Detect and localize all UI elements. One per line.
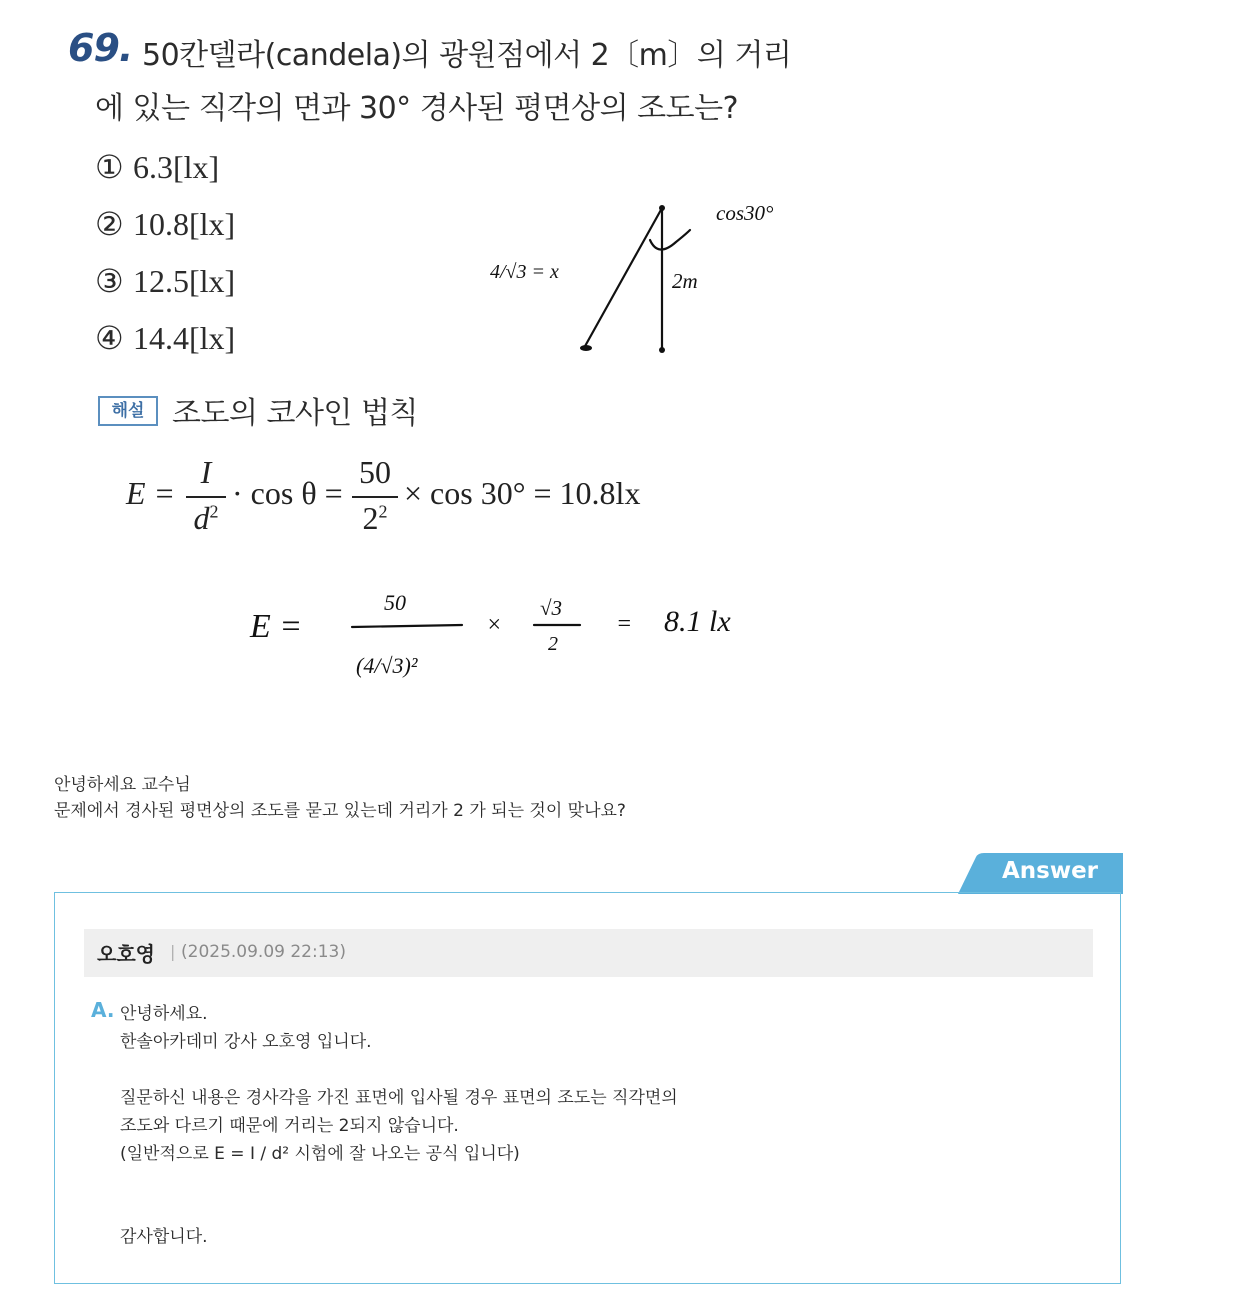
hw-eq-den: (4/√3)²	[356, 653, 418, 678]
option-4-mark: ④	[95, 320, 124, 356]
answer-line-5: (일반적으로 E = I / d² 시험에 잘 나오는 공식 입니다)	[120, 1144, 520, 1164]
question-line-2: 에 있는 직각의 면과 30° 경사된 평면상의 조도는?	[95, 91, 738, 126]
answer-marker: A.	[91, 998, 115, 1022]
option-1-mark: ①	[95, 149, 124, 185]
option-4	[95, 319, 235, 357]
diagram-slant-line	[584, 208, 662, 348]
question-line-1: 50칸델라(candela)의 광원점에서 2〔m〕의 거리	[142, 38, 792, 73]
option-2-text: 10.8[lx]	[133, 206, 236, 242]
handwritten-diagram	[480, 190, 840, 365]
answer-line-4: 조도와 다르기 때문에 거리는 2되지 않습니다.	[120, 1116, 459, 1136]
note-2m: 2m	[672, 269, 698, 293]
answer-meta-separator: |	[170, 942, 176, 961]
eq-den-1: $d^2$	[193, 500, 219, 536]
answer-line-6: 감사합니다.	[120, 1227, 208, 1247]
option-2	[95, 205, 235, 243]
eq-bar-1	[186, 496, 226, 498]
option-3-text: 12.5[lx]	[133, 263, 236, 299]
diagram-dot-left	[580, 345, 592, 351]
student-question-line-1: 안녕하세요 교수님	[54, 775, 191, 795]
solution-title: 조도의 코사인 법칙	[172, 396, 418, 431]
diagram-angle-arc	[650, 230, 690, 250]
hw-eq-equals: =	[616, 611, 633, 637]
solution-tag: 해설	[98, 396, 158, 426]
eq-bar-2	[352, 496, 398, 498]
option-1-text: 6.3[lx]	[133, 149, 220, 185]
eq-num-2: 50	[359, 454, 391, 490]
answer-line-3: 질문하신 내용은 경사각을 가진 표면에 입사될 경우 표면의 조도는 직각면의	[120, 1088, 678, 1108]
hw-eq-times: ×	[486, 612, 503, 638]
answer-author: 오호영	[97, 942, 155, 966]
eq-rhs: × cos 30° = 10.8lx	[404, 475, 641, 511]
hw-eq-frac-num: √3	[540, 596, 563, 620]
answer-date: (2025.09.09 22:13)	[181, 942, 346, 962]
option-1	[95, 148, 219, 186]
handwritten-equation	[240, 585, 800, 690]
option-3	[95, 262, 235, 300]
note-cos: cos30°	[716, 201, 774, 225]
diagram-dot-bottom	[659, 347, 665, 353]
hw-eq-result: 8.1 lx	[664, 605, 731, 638]
hw-eq-left: E =	[250, 608, 303, 645]
answer-tab-label: Answer	[1001, 858, 1099, 884]
eq-mid: · cos θ =	[232, 475, 343, 511]
eq-lhs: E =	[126, 475, 176, 511]
option-3-mark: ③	[95, 263, 124, 299]
hw-eq-num: 50	[384, 590, 406, 615]
answer-line-1: 안녕하세요.	[120, 1004, 208, 1024]
option-4-text: 14.4[lx]	[133, 320, 236, 356]
question-number: 69.	[68, 26, 133, 70]
diagram-dot-top	[659, 205, 665, 211]
note-frac: 4/√3 = x	[490, 261, 559, 283]
option-2-mark: ②	[95, 206, 124, 242]
hw-eq-frac-den: 2	[548, 633, 558, 655]
student-question-line-2: 문제에서 경사된 평면상의 조도를 묻고 있는데 거리가 2 가 되는 것이 맞나요?	[54, 801, 626, 821]
hw-eq-bar	[352, 625, 462, 627]
eq-den-2: $2^2$	[362, 500, 388, 536]
answer-line-2: 한솔아카데미 강사 오호영 입니다.	[120, 1032, 372, 1052]
eq-num-1: I	[200, 454, 212, 490]
